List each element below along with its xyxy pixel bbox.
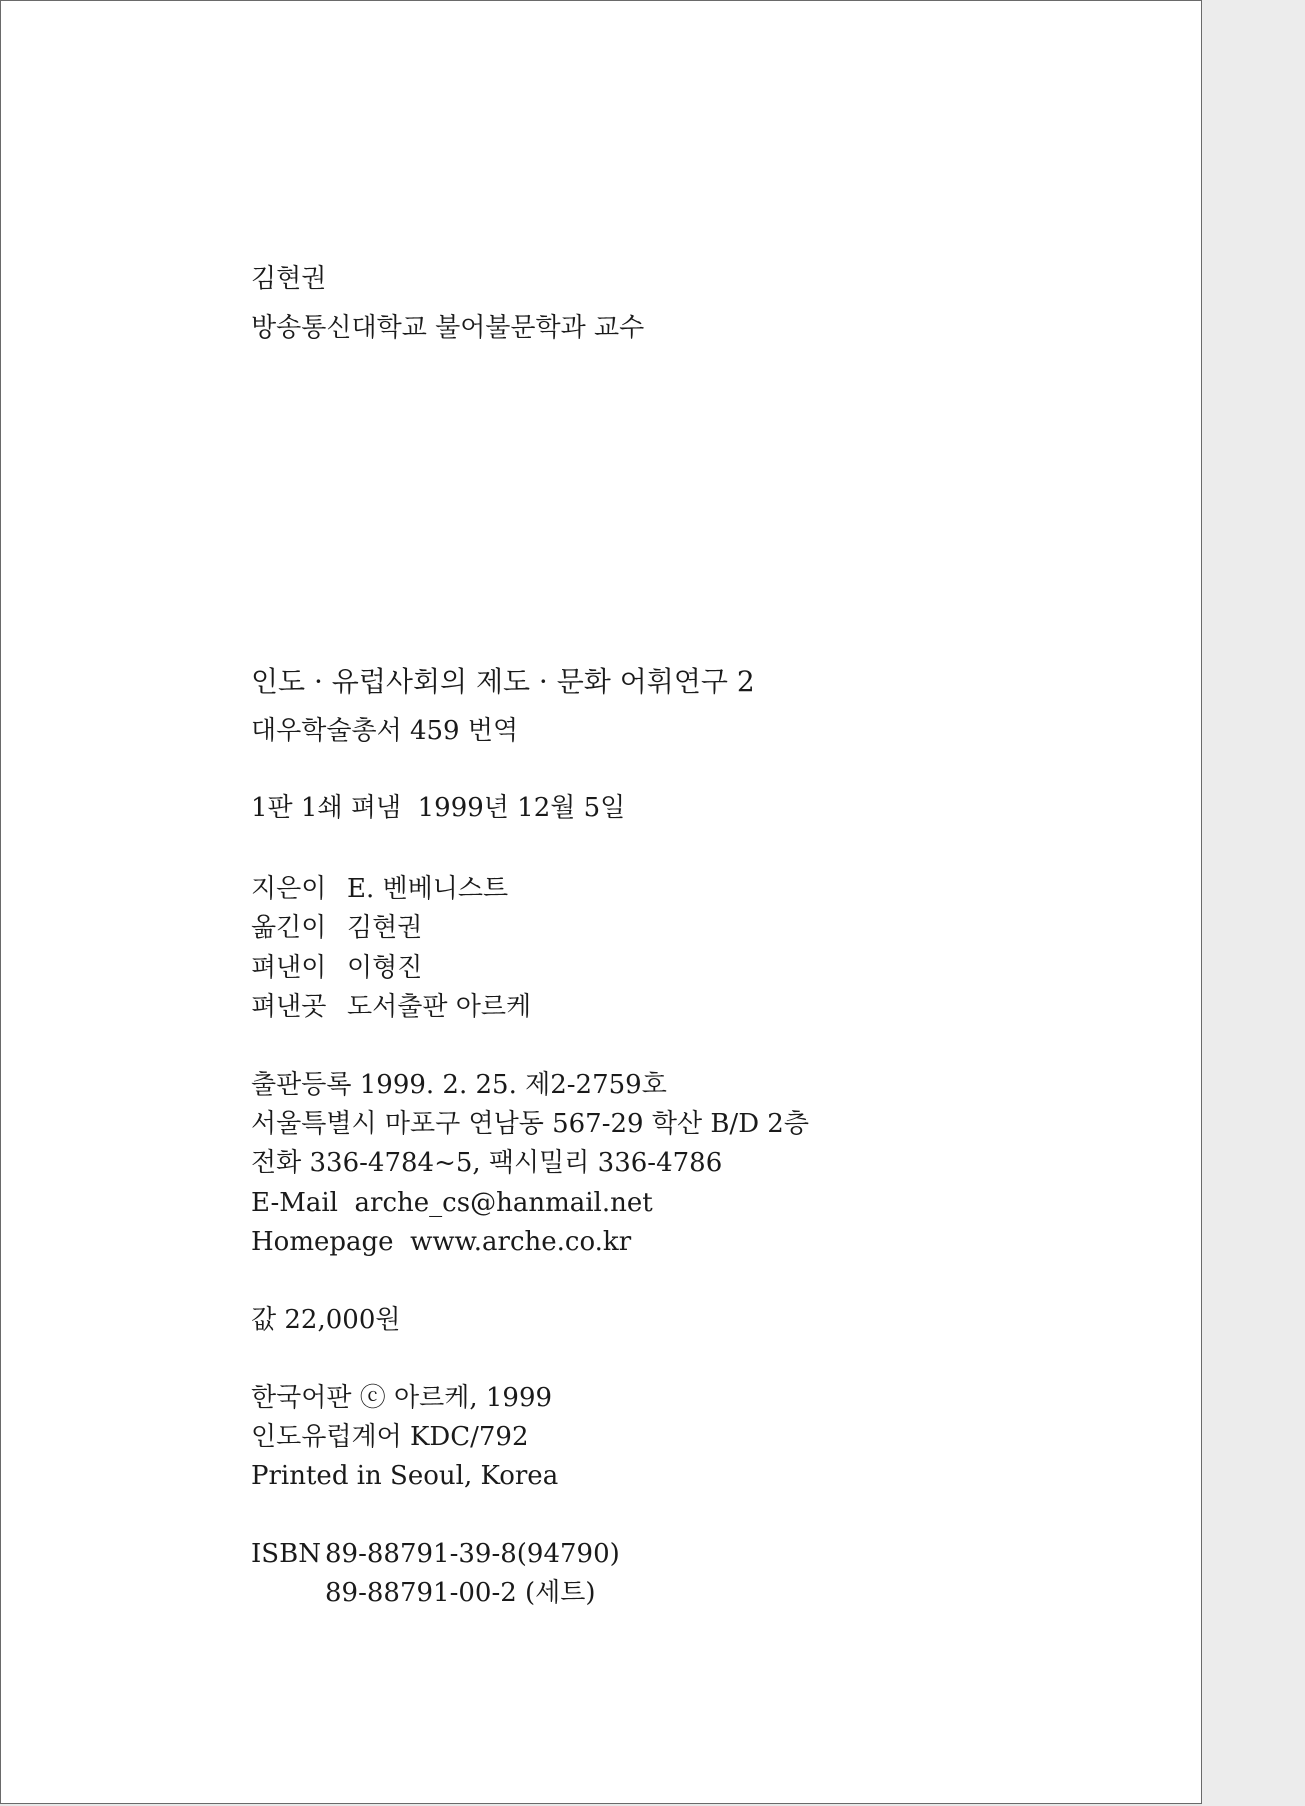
credit-value: 도서출판 아르케 xyxy=(347,992,532,1022)
credit-label: 지은이 xyxy=(251,874,327,904)
translator-affiliation: 방송통신대학교 불어불문학과 교수 xyxy=(251,313,645,343)
credit-label: 펴낸이 xyxy=(251,953,327,983)
homepage-url: www.arche.co.kr xyxy=(410,1227,632,1257)
book-title: 인도 · 유럽사회의 제도 · 문화 어휘연구 2 xyxy=(251,665,755,698)
address-info: 서울특별시 마포구 연남동 567-29 학산 B/D 2층 xyxy=(251,1109,809,1139)
page-gutter xyxy=(1202,0,1305,1806)
credit-translator xyxy=(251,912,422,944)
isbn-primary xyxy=(251,1538,620,1570)
printed-line: Printed in Seoul, Korea xyxy=(251,1461,559,1491)
credit-publisher xyxy=(251,952,422,984)
credit-value: E. 벤베니스트 xyxy=(347,874,509,904)
registration-info: 출판등록 1999. 2. 25. 제2-2759호 xyxy=(251,1070,667,1100)
email-info xyxy=(251,1187,653,1219)
email-label: E-Mail xyxy=(251,1188,339,1218)
isbn-set-value: 89-88791-00-2 (세트) xyxy=(325,1578,596,1608)
credit-label: 옮긴이 xyxy=(251,913,327,943)
homepage-info xyxy=(251,1226,631,1258)
series-info: 대우학술총서 459 번역 xyxy=(251,716,519,746)
isbn-primary-value: 89-88791-39-8(94790) xyxy=(325,1539,620,1569)
credit-value: 김현권 xyxy=(347,913,423,943)
price-info: 값 22,000원 xyxy=(251,1305,401,1335)
phone-info: 전화 336-4784~5, 팩시밀리 336-4786 xyxy=(251,1148,723,1178)
credit-publishing-house xyxy=(251,991,531,1023)
credit-value: 이형진 xyxy=(347,953,423,983)
homepage-label: Homepage xyxy=(251,1227,394,1257)
email-address: arche_cs@hanmail.net xyxy=(354,1188,653,1218)
credit-author xyxy=(251,873,508,905)
credit-label: 펴낸곳 xyxy=(251,992,327,1022)
isbn-label: ISBN xyxy=(251,1539,321,1569)
isbn-set xyxy=(251,1577,596,1609)
edition-info: 1판 1쇄 펴냄 1999년 12월 5일 xyxy=(251,793,626,823)
translator-name: 김현권 xyxy=(251,264,327,294)
copyright-line: 한국어판 ⓒ 아르케, 1999 xyxy=(251,1383,553,1413)
classification-line: 인도유럽계어 KDC/792 xyxy=(251,1422,529,1452)
